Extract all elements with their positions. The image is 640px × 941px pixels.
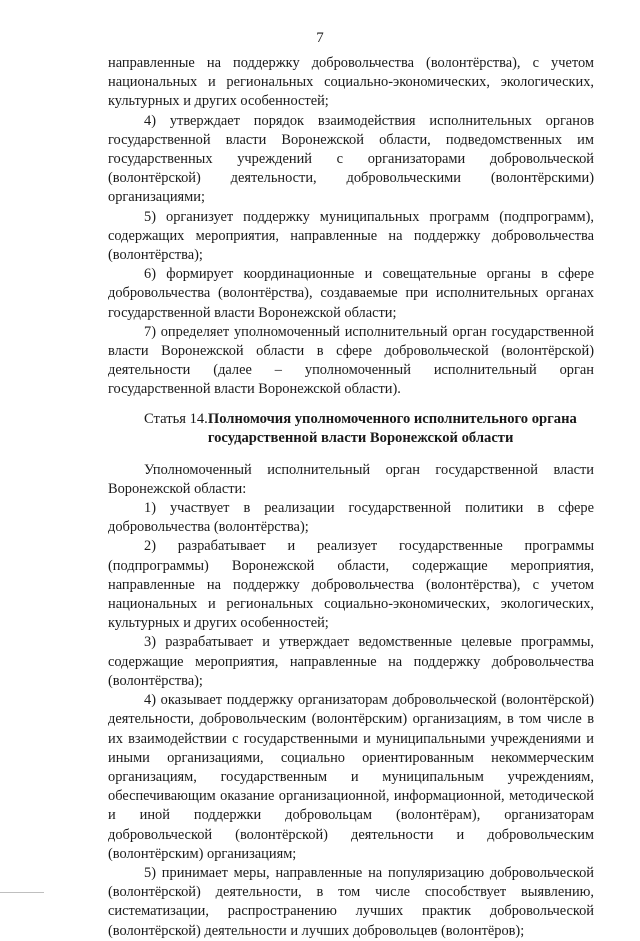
paragraph-power-4: 4) оказывает поддержку организаторам добровольческой (волонтёрской) деятельности, добровольческим (волонтёрским) организациям, в том числе в их взаимодействии с государственными и муниципальными учреждениями и иными организациями, социально ориентированным некоммерческим организациям, государственным и муниципальным учреждениям, обеспечивающим оказание организационной, информационной, методической и иной поддержки добровольцам (волонтёрам), организаторам добровольческой (волонтёрской) деятельности и добровольческим (волонтёрским) организациям; xyxy=(108,692,594,862)
paragraph-item-5: 5) организует поддержку муниципальных программ (подпрограмм), содержащих мероприятия, направленные на поддержку добровольчества (волонтёрства); xyxy=(108,208,594,264)
paragraph-power-3: 3) разрабатывает и утверждает ведомственные целевые программы, содержащие мероприятия, направленные на поддержку добровольчества (волонтёрства); xyxy=(108,634,594,689)
paragraph-intro: Уполномоченный исполнительный орган государственной власти Воронежской области: xyxy=(108,461,594,497)
paragraph-power-1: 1) участвует в реализации государственной политики в сфере добровольчества (волонтёрства); xyxy=(108,500,594,536)
paragraph-item-7: 7) определяет уполномоченный исполнительный орган государственной власти Воронежской области в сфере добровольческой (волонтёрской) деятельности (далее – уполномоченный исполнительный орган государственной власти Воронежской области). xyxy=(108,323,594,398)
document-body xyxy=(108,54,594,941)
article-label: Статья 14. xyxy=(144,410,208,427)
paragraph-continuation: направленные на поддержку добровольчества (волонтёрства), с учетом национальных и региональных социально-экономических, экологических, культурных и других особенностей; xyxy=(108,55,594,110)
paragraph-power-5: 5) принимает меры, направленные на популяризацию добровольческой (волонтёрской) деятельности, в том числе способствует выявлению, систематизации, распространению лучших практик добровольческой (волонтёрской) деятельности и лучших добровольцев (волонтёров); xyxy=(108,864,594,939)
article-title: Полномочия уполномоченного исполнительного органа государственной власти Воронежской области xyxy=(207,410,577,447)
article-heading xyxy=(108,410,594,449)
page-number: 7 xyxy=(316,30,324,46)
scan-edge-mark xyxy=(0,892,44,893)
paragraph-item-6: 6) формирует координационные и совещательные органы в сфере добровольчества (волонтёрства), создаваемые при исполнительных органах государственной власти Воронежской области; xyxy=(108,266,594,321)
paragraph-power-2: 2) разрабатывает и реализует государственные программы (подпрограммы) Воронежской области, содержащие мероприятия, направленные на поддержку добровольчества (волонтёрства), с учетом национальных и региональных социально-экономических, экологических, культурных и других особенностей; xyxy=(108,538,594,632)
paragraph-item-4: 4) утверждает порядок взаимодействия исполнительных органов государственной власти Воронежской области, подведомственных им государственных учреждений с организаторами добровольческой (волонтёрской) деятельности, добровольческими (волонтёрскими) организациями; xyxy=(108,112,594,206)
